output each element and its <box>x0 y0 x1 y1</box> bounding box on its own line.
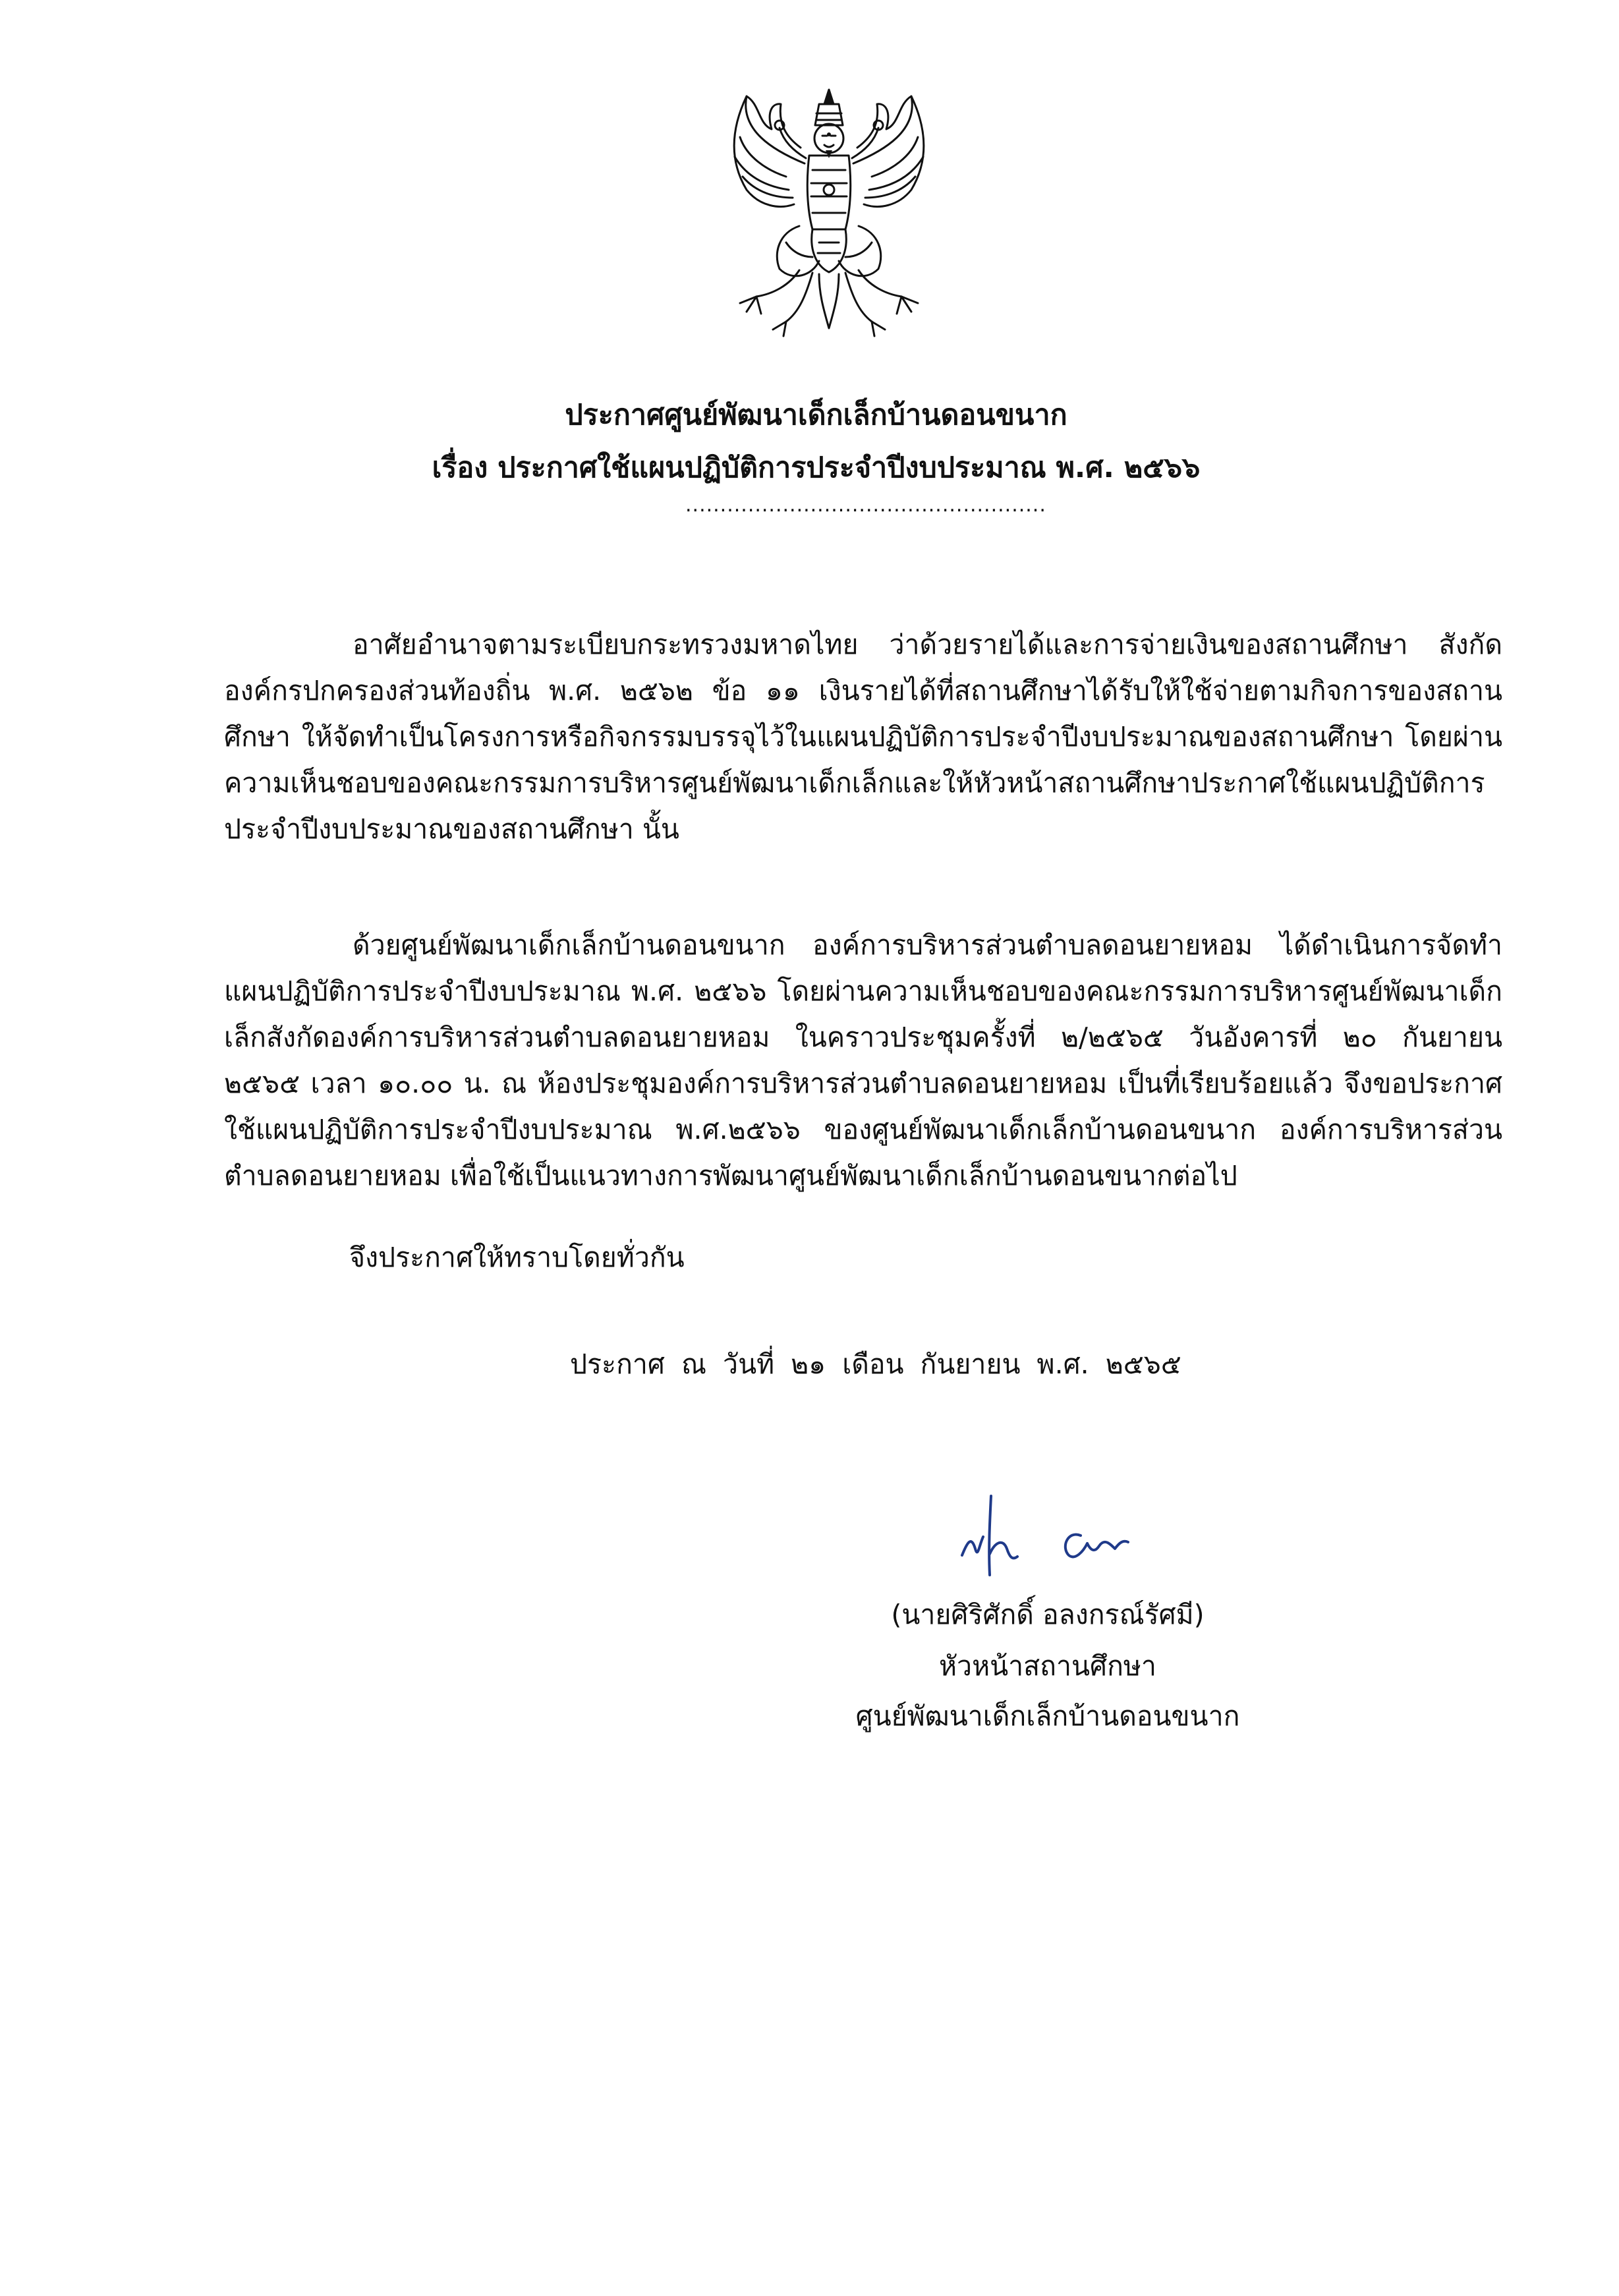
body-paragraph-authority: อาศัยอำนาจตามระเบียบกระทรวงมหาดไทย ว่าด้วยรายได้และการจ่ายเงินของสถานศึกษา สังกัดองค์กรปกครองส่วนท้องถิ่น พ.ศ. ๒๕๖๒ ข้อ ๑๑ เงินรายได้ที่สถานศึกษาได้รับให้ใช้จ่ายตามกิจการของสถานศึกษา ให้จัดทำเป็นโครงการหรือกิจกรรมบรรจุไว้ในแผนปฏิบัติการประจำปีงบประมาณของสถานศึกษา โดยผ่านความเห็นชอบของคณะกรรมการบริหารศูนย์พัฒนาเด็กเล็กและให้หัวหน้าสถานศึกษาประกาศใช้แผนปฏิบัติการประจำปีงบประมาณของสถานศึกษา นั้น <box>224 629 1502 845</box>
handwritten-signature-icon <box>949 1483 1153 1582</box>
title-divider: .................................................... <box>685 496 1046 515</box>
garuda-emblem-icon <box>720 84 938 341</box>
signer-position: หัวหน้าสถานศึกษา <box>939 1650 1156 1682</box>
announcement-subject: เรื่อง ประกาศใช้แผนปฏิบัติการประจำปีงบประมาณ พ.ศ. ๒๕๖๖ <box>432 451 1201 484</box>
closing-statement: จึงประกาศให้ทราบโดยทั่วกัน <box>349 1242 685 1273</box>
body-paragraph-plan: ด้วยศูนย์พัฒนาเด็กเล็กบ้านดอนขนาก องค์การบริหารส่วนตำบลดอนยายหอม ได้ดำเนินการจัดทำแผนปฏิบัติการประจำปีงบประมาณ พ.ศ. ๒๕๖๖ โดยผ่านความเห็นชอบของคณะกรรมการบริหารศูนย์พัฒนาเด็กเล็กสังกัดองค์การบริหารส่วนตำบลดอนยายหอม ในคราวประชุมครั้งที่ ๒/๒๕๖๕ วันอังคารที่ ๒๐ กันยายน ๒๕๖๕ เวลา ๑๐.๐๐ น. ณ ห้องประชุมองค์การบริหารส่วนตำบลดอนยายหอม เป็นที่เรียบร้อยแล้ว จึงขอประกาศใช้แผนปฏิบัติการประจำปีงบประมาณ พ.ศ.๒๕๖๖ ของศูนย์พัฒนาเด็กเล็กบ้านดอนขนาก องค์การบริหารส่วนตำบลดอนยายหอม เพื่อใช้เป็นแนวทางการพัฒนาศูนย์พัฒนาเด็กเล็กบ้านดอนขนากต่อไป <box>224 929 1502 1191</box>
signer-name: (นายศิริศักดิ์ อลงกรณ์รัศมี) <box>891 1599 1205 1630</box>
signer-organization: ศูนย์พัฒนาเด็กเล็กบ้านดอนขนาก <box>855 1700 1240 1732</box>
announcement-title: ประกาศศูนย์พัฒนาเด็กเล็กบ้านดอนขนาก <box>565 399 1067 432</box>
announcement-date: ประกาศ ณ วันที่ ๒๑ เดือน กันยายน พ.ศ. ๒๕๖๕ <box>570 1348 1181 1380</box>
